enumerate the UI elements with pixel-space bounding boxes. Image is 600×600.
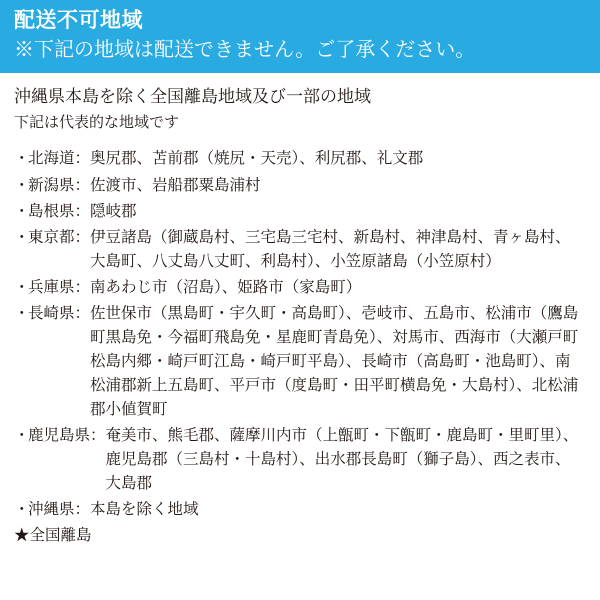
bullet-icon: ・ [14,228,30,246]
bullet-icon: ・ [14,202,30,220]
region-detail: 本島を除く地域 [90,500,199,518]
region-detail: 隠岐郡 [90,202,137,220]
region-prefecture: 長崎県： [28,304,91,322]
region-detail: 佐世保市（黒島町・宇久町・高島町）、壱岐市、五島市、松浦市（鷹島町黒島免・今福町飛島免・星鹿町青島免）、対馬市、西海市（大瀬戸町松島内郷・崎戸町江島・崎戸町平島）、長崎市（高島町・池島町）、南松浦郡新上五島町、平戸市（度島町・田平町横島免・大島村）、北松浦郡小値賀町 [90,304,579,418]
region-detail: 伊豆諸島（御蔵島村、三宅島三宅村、新島村、神津島村、青ヶ島村、大島町、八丈島八丈町、利島村）、小笠原諸島（小笠原村） [90,228,571,270]
region-prefecture: 兵庫県： [28,278,91,296]
region-detail: 南あわじ市（沼島）、姫路市（家島町） [90,278,362,296]
bullet-icon: ・ [14,426,30,444]
region-detail: 奄美市、熊毛郡、薩摩川内市（上甑町・下甑町・鹿島町・里町里）、鹿児島郡（三島村・十島村）、出水郡長島町（獅子島）、西之表市、大島郡 [105,426,579,492]
notice-banner [0,0,600,73]
region-prefecture: 島根県： [28,202,91,220]
bullet-icon: ・ [14,150,30,168]
region-detail: 奥尻郡、苫前郡（焼尻・天売）、利尻郡、礼文郡 [90,150,424,168]
list-item [14,200,586,224]
region-prefecture: 新潟県： [28,176,91,194]
bullet-icon: ・ [14,176,30,194]
list-item [14,276,586,300]
list-item [14,147,586,171]
list-item [14,302,586,422]
region-detail: 佐渡市、岩船郡粟島浦村 [90,176,261,194]
all-islands-note: ★全国離島 [14,526,92,544]
lead-subtext: 下記は代表的な地域です [14,113,180,131]
region-prefecture: 沖縄県： [28,500,91,518]
bullet-icon: ・ [14,304,30,322]
list-item [14,226,586,274]
list-item [14,424,586,496]
region-prefecture: 鹿児島県： [28,426,106,444]
page-title: 配送不可地域 [14,9,143,32]
list-item [14,174,586,198]
lead-text: 沖縄県本島を除く全国離島地域及び一部の地域 [14,87,371,107]
notice-body [0,73,600,547]
region-prefecture: 東京都： [28,228,91,246]
bullet-icon: ・ [14,500,30,518]
region-prefecture: 北海道： [28,150,91,168]
bullet-icon: ・ [14,278,30,296]
list-item [14,498,586,522]
banner-subtitle: ※下記の地域は配送できません。ご了承ください。 [14,39,476,62]
region-list [14,147,586,521]
